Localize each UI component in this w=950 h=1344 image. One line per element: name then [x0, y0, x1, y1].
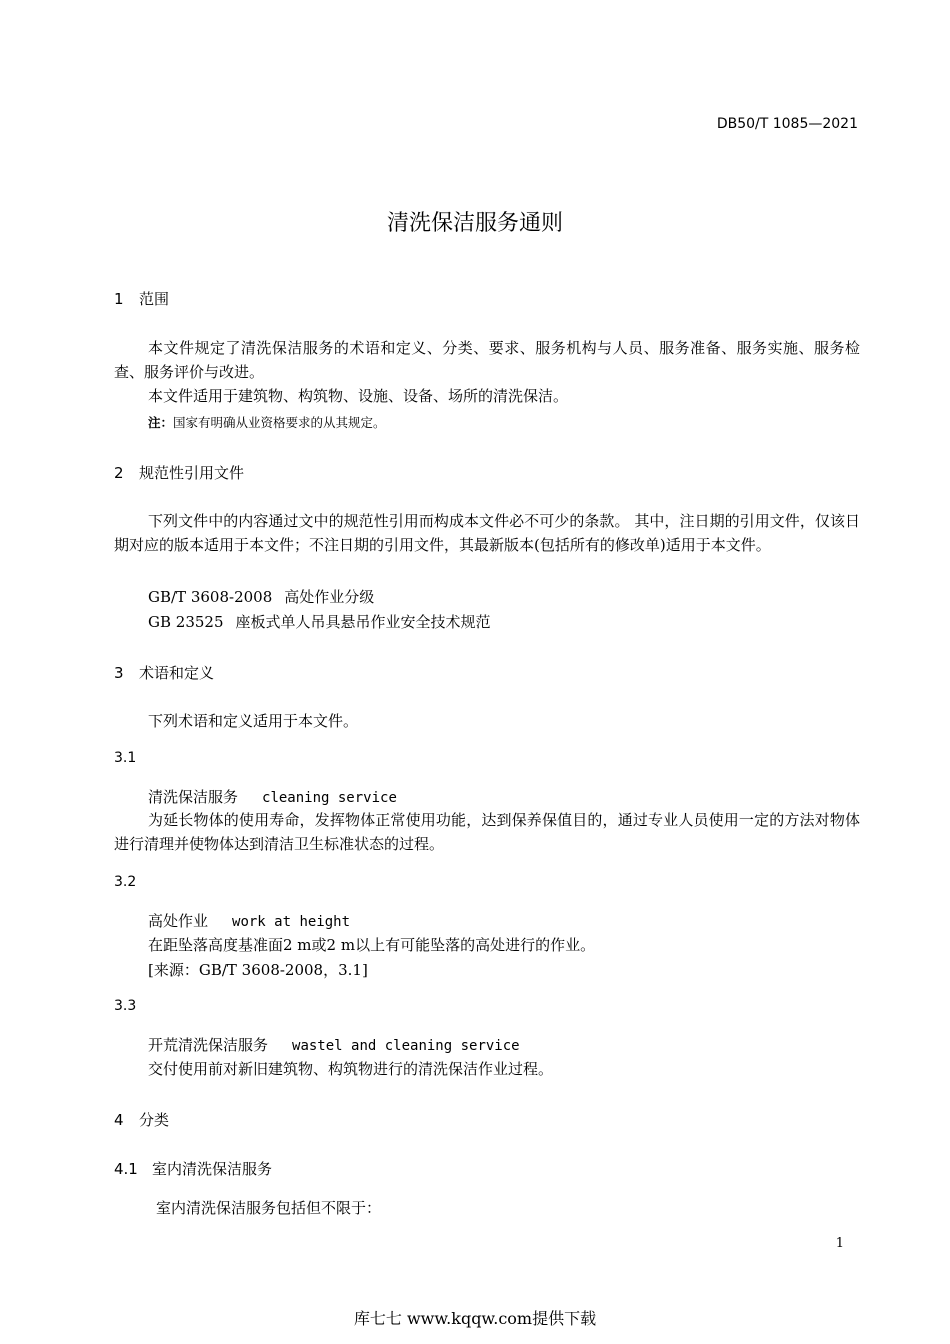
document-title: 清洗保洁服务通则: [386, 211, 563, 236]
section-1-heading: [114, 288, 169, 309]
term-english: wastel and cleaning service: [292, 1038, 520, 1054]
section-title: 规范性引用文件: [139, 464, 245, 482]
section-2-paragraph-1: 下列文件中的内容通过文中的规范性引用而构成本文件必不可少的条款。 其中，注日期的引用文件，仅该日期对应的版本适用于本文件；不注日期的引用文件，其最新版本(包括所有的修改单)适用于本文件。: [114, 512, 860, 554]
term-number: 3.2: [114, 874, 137, 890]
section-number: 4: [114, 1111, 124, 1129]
term-number: 3.3: [114, 998, 137, 1014]
term-number: 3.1: [114, 750, 137, 766]
section-1-note: [148, 413, 386, 431]
subsection-title: 室内清洗保洁服务: [152, 1160, 273, 1178]
term-english: work at height: [232, 914, 351, 930]
term-english: cleaning service: [262, 790, 397, 806]
section-4-heading: [114, 1109, 169, 1130]
term-chinese: 清洗保洁服务: [148, 788, 239, 806]
term-definition: 交付使用前对新旧建筑物、构筑物进行的清洗保洁作业过程。: [148, 1060, 554, 1078]
normative-reference: [148, 611, 491, 632]
reference-title: 高处作业分级: [284, 588, 375, 606]
section-3-paragraph-1: 下列术语和定义适用于本文件。: [148, 712, 359, 730]
section-title: 术语和定义: [139, 664, 215, 682]
term-source: [来源：GB/T 3608-2008，3.1]: [148, 961, 368, 979]
section-1-paragraph-1: 本文件规定了清洗保洁服务的术语和定义、分类、要求、服务机构与人员、服务准备、服务实施、服务检查、服务评价与改进。: [114, 339, 860, 381]
note-text: 国家有明确从业资格要求的从其规定。: [173, 415, 386, 430]
term-heading: [148, 786, 397, 807]
section-2-heading: [114, 462, 244, 483]
normative-reference: [148, 586, 374, 607]
term-chinese: 开荒清洗保洁服务: [148, 1036, 269, 1054]
reference-code: GB/T 3608-2008: [148, 588, 273, 606]
section-3-heading: [114, 662, 214, 683]
term-definition: 在距坠落高度基准面2 m或2 m以上有可能坠落的高处进行的作业。: [148, 936, 596, 954]
section-title: 范围: [139, 290, 170, 308]
reference-title: 座板式单人吊具悬吊作业安全技术规范: [235, 613, 491, 631]
subsection-number: 4.1: [114, 1160, 138, 1178]
page-number: 1: [835, 1236, 844, 1251]
section-title: 分类: [139, 1111, 170, 1129]
section-1-paragraph-2: 本文件适用于建筑物、构筑物、设施、设备、场所的清洗保洁。: [148, 387, 569, 405]
subsection-4-1-paragraph: 室内清洗保洁服务包括但不限于：: [156, 1199, 382, 1217]
term-definition: 为延长物体的使用寿命，发挥物体正常使用功能，达到保养保值目的，通过专业人员使用一定的方法对物体进行清理并使物体达到清洁卫生标准状态的过程。: [114, 811, 860, 853]
section-number: 3: [114, 664, 124, 682]
subsection-4-1-heading: [114, 1158, 272, 1179]
standard-code: DB50/T 1085—2021: [716, 116, 858, 132]
term-heading: [148, 1034, 520, 1055]
section-number: 1: [114, 290, 124, 308]
download-footer: 库七七 www.kqqw.com提供下载: [353, 1309, 597, 1328]
term-heading: [148, 910, 350, 931]
reference-code: GB 23525: [148, 613, 224, 631]
note-label: 注：: [148, 415, 174, 430]
section-number: 2: [114, 464, 124, 482]
term-chinese: 高处作业: [148, 912, 209, 930]
